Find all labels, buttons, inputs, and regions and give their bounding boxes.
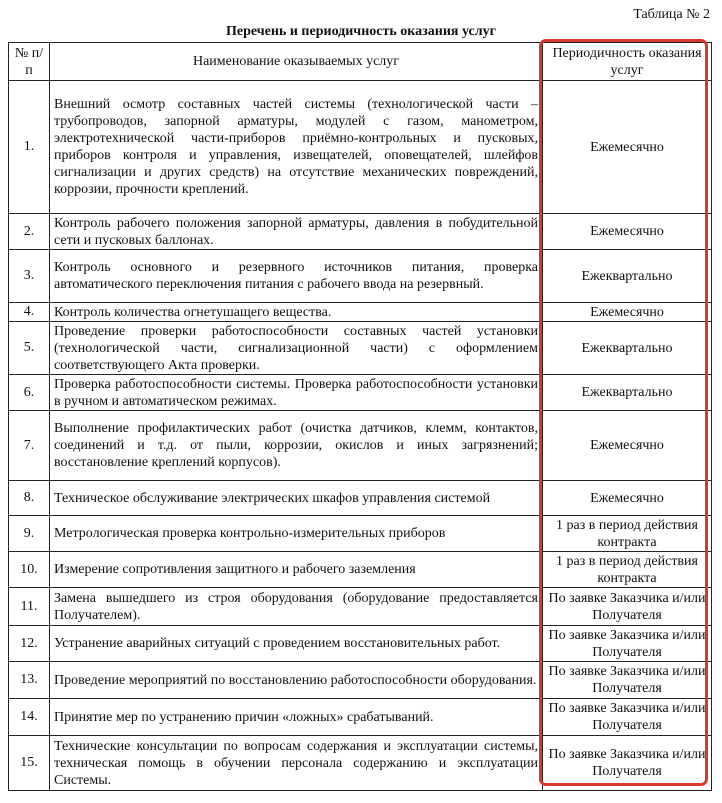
service-name: Контроль рабочего положения запорной арматуры, давления в побудительной сети и пусковых баллонах. (50, 214, 543, 250)
row-number: 11. (9, 588, 50, 626)
row-number: 1. (9, 81, 50, 214)
row-number: 9. (9, 516, 50, 552)
service-name: Измерение сопротивления защитного и рабочего заземления (50, 552, 543, 588)
service-periodicity: По заявке Заказчика и/или Получателя (543, 736, 712, 791)
service-name: Метрологическая проверка контрольно-измерительных приборов (50, 516, 543, 552)
service-name: Замена вышедшего из строя оборудования (оборудование предоставляется Получателем). (50, 588, 543, 626)
service-periodicity: По заявке Заказчика и/или Получателя (543, 626, 712, 662)
services-body (9, 81, 712, 791)
header-num: № п/п (9, 43, 50, 81)
table-number-label: Таблица № 2 (633, 7, 710, 22)
row-number: 5. (9, 322, 50, 375)
table-row (9, 81, 712, 214)
service-periodicity: Ежемесячно (543, 481, 712, 516)
service-name: Выполнение профилактических работ (очистка датчиков, клемм, контактов, соединений и т.д. от пыли, коррозии, окислов и иных загрязнений; восстановление креплений корпусов). (50, 411, 543, 481)
table-row (9, 250, 712, 303)
caption-text: Перечень и периодичность оказания услуг (226, 24, 496, 39)
service-periodicity: Ежемесячно (543, 214, 712, 250)
row-number: 10. (9, 552, 50, 588)
row-number: 14. (9, 699, 50, 736)
table-row (9, 303, 712, 322)
services-table (8, 42, 712, 791)
service-periodicity: По заявке Заказчика и/или Получателя (543, 588, 712, 626)
table-row (9, 411, 712, 481)
service-periodicity: 1 раз в период действия контракта (543, 516, 712, 552)
service-name: Технические консультации по вопросам содержания и эксплуатации системы, техническая помощь в обучении персонала содержанию и эксплуатации Системы. (50, 736, 543, 791)
service-periodicity: Ежеквартально (543, 375, 712, 411)
table-caption (0, 24, 722, 40)
service-name: Принятие мер по устранению причин «ложных» срабатываний. (50, 699, 543, 736)
service-name: Проверка работоспособности системы. Проверка работоспособности установки в ручном и автоматическом режимах. (50, 375, 543, 411)
service-periodicity: Ежемесячно (543, 303, 712, 322)
row-number: 12. (9, 626, 50, 662)
table-row (9, 662, 712, 699)
service-name: Техническое обслуживание электрических шкафов управления системой (50, 481, 543, 516)
service-name: Проведение проверки работоспособности составных частей установки (технологической части, сигнализационной части) с оформлением соответствующего Акта проверки. (50, 322, 543, 375)
row-number: 13. (9, 662, 50, 699)
service-periodicity: Ежеквартально (543, 322, 712, 375)
service-periodicity: Ежеквартально (543, 250, 712, 303)
header-row (9, 43, 712, 81)
header-name: Наименование оказываемых услуг (50, 43, 543, 81)
row-number: 4. (9, 303, 50, 322)
service-name: Устранение аварийных ситуаций с проведением восстановительных работ. (50, 626, 543, 662)
table-row (9, 552, 712, 588)
table-row (9, 375, 712, 411)
service-periodicity: 1 раз в период действия контракта (543, 552, 712, 588)
row-number: 2. (9, 214, 50, 250)
row-number: 15. (9, 736, 50, 791)
row-number: 6. (9, 375, 50, 411)
service-name: Внешний осмотр составных частей системы (технологической части –трубопроводов, запорной арматуры, модулей с газом, манометром, электротехнической части-приборов приёмно-контрольных и пусковых, приборов контроля и управления, извещателей, оповещателей, шлейфов сигнализации и других средств) на отсутствие механических повреждений, коррозии, прочности креплений. (50, 81, 543, 214)
row-number: 8. (9, 481, 50, 516)
table-row (9, 736, 712, 791)
service-name: Контроль основного и резервного источников питания, проверка автоматического переключения питания с рабочего ввода на резервный. (50, 250, 543, 303)
table-row (9, 626, 712, 662)
table-row (9, 588, 712, 626)
service-periodicity: Ежемесячно (543, 411, 712, 481)
service-name: Контроль количества огнетушащего вещества. (50, 303, 543, 322)
table-row (9, 516, 712, 552)
table-row (9, 322, 712, 375)
row-number: 3. (9, 250, 50, 303)
row-number: 7. (9, 411, 50, 481)
service-periodicity: По заявке Заказчика и/или Получателя (543, 699, 712, 736)
service-periodicity: Ежемесячно (543, 81, 712, 214)
service-periodicity: По заявке Заказчика и/или Получателя (543, 662, 712, 699)
table-row (9, 481, 712, 516)
header-period: Периодичность оказания услуг (543, 43, 712, 81)
table-row (9, 699, 712, 736)
service-name: Проведение мероприятий по восстановлению работоспособности оборудования. (50, 662, 543, 699)
table-row (9, 214, 712, 250)
